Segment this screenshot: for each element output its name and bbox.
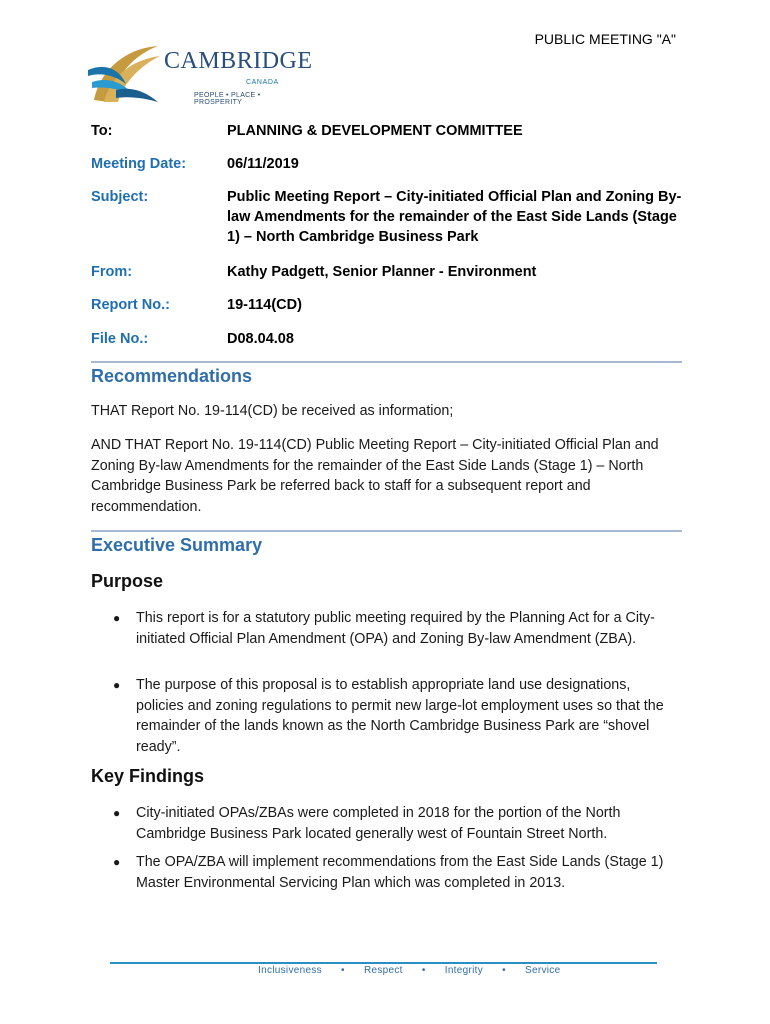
footer-value: Respect — [363, 965, 403, 976]
meta-subject — [91, 187, 691, 249]
footer-value: Service — [525, 965, 561, 976]
list-item — [91, 608, 676, 670]
meta-file — [91, 329, 691, 349]
bullet-icon: ● — [113, 855, 121, 869]
bullet-icon: ● — [113, 611, 121, 625]
purpose-bullet-1: This report is for a statutory public meeting required by the Planning Act for a City-initiated Official Plan Amendment (OPA) and Zoning By-law Amendment (ZBA). — [136, 610, 655, 647]
meta-from-label: From: — [91, 264, 133, 280]
footer-separator: • — [341, 965, 345, 976]
purpose-heading: Purpose — [91, 571, 164, 591]
cambridge-swoosh-icon — [86, 40, 166, 106]
meta-date — [91, 154, 691, 174]
bullet-icon: ● — [113, 678, 121, 692]
meta-file-value: D08.04.08 — [227, 331, 294, 347]
footer-separator: • — [421, 965, 426, 976]
meta-subject-value: Public Meeting Report – City-initiated Official Plan and Zoning By-law Amendments for the remainder of the East Side Lands (Stage 1) – North Cambridge Business Park — [227, 189, 682, 245]
section-divider — [91, 361, 682, 363]
meta-to-value: PLANNING & DEVELOPMENT COMMITTEE — [227, 123, 523, 139]
purpose-bullet-2: The purpose of this proposal is to establish appropriate land use designations, policies and zoning regulations to permit new large-lot employment uses so that the remainder of the lands known as the North Cambridge Business Park are “shovel ready”. — [136, 677, 664, 755]
list-item — [91, 803, 676, 845]
cambridge-logo — [86, 40, 313, 106]
logo-tagline: PEOPLE • PLACE • PROSPERITY — [194, 92, 261, 106]
recommendation-2: AND THAT Report No. 19-114(CD) Public Meeting Report – City-initiated Official Plan and Zoning By-law Amendments for the remainder of the East Side Lands (Stage 1) – North Cambridge Business Park be referred back to staff for a subsequent report and recommendation. — [91, 437, 659, 515]
footer-value: Integrity — [444, 965, 484, 976]
meta-report-label: Report No.: — [91, 297, 170, 313]
recommendations-heading: Recommendations — [91, 366, 253, 386]
list-item — [91, 852, 676, 894]
meta-date-value: 06/11/2019 — [227, 156, 299, 172]
meta-to-label: To: — [91, 123, 113, 139]
executive-summary-heading: Executive Summary — [91, 535, 263, 555]
footer-value: Inclusiveness — [258, 965, 322, 976]
meta-file-label: File No.: — [91, 331, 149, 347]
meta-to — [91, 121, 691, 141]
meta-report-value: 19-114(CD) — [227, 297, 302, 313]
footer-values — [258, 965, 576, 976]
logo-country: CANADA — [246, 79, 279, 86]
meta-from-value: Kathy Padgett, Senior Planner - Environment — [227, 264, 537, 280]
section-divider — [91, 530, 682, 532]
bullet-icon: ● — [113, 806, 121, 820]
footer-separator: • — [502, 965, 506, 976]
meta-date-label: Meeting Date: — [91, 156, 187, 172]
recommendation-1: THAT Report No. 19-114(CD) be received as information; — [91, 403, 454, 419]
footer-divider — [110, 962, 657, 964]
findings-bullet-2: The OPA/ZBA will implement recommendations from the East Side Lands (Stage 1) Master Environmental Servicing Plan which was completed in 2013. — [136, 854, 664, 891]
logo-name: CAMBRIDGE — [164, 48, 313, 74]
list-item — [91, 675, 676, 757]
meta-subject-label: Subject: — [91, 189, 149, 205]
public-meeting-label: PUBLIC MEETING "A" — [534, 31, 676, 47]
findings-bullet-1: City-initiated OPAs/ZBAs were completed in 2018 for the portion of the North Cambridge Business Park located generally west of Fountain Street North. — [136, 805, 621, 842]
key-findings-heading: Key Findings — [91, 766, 205, 786]
meta-from — [91, 262, 691, 282]
meta-report — [91, 295, 691, 315]
